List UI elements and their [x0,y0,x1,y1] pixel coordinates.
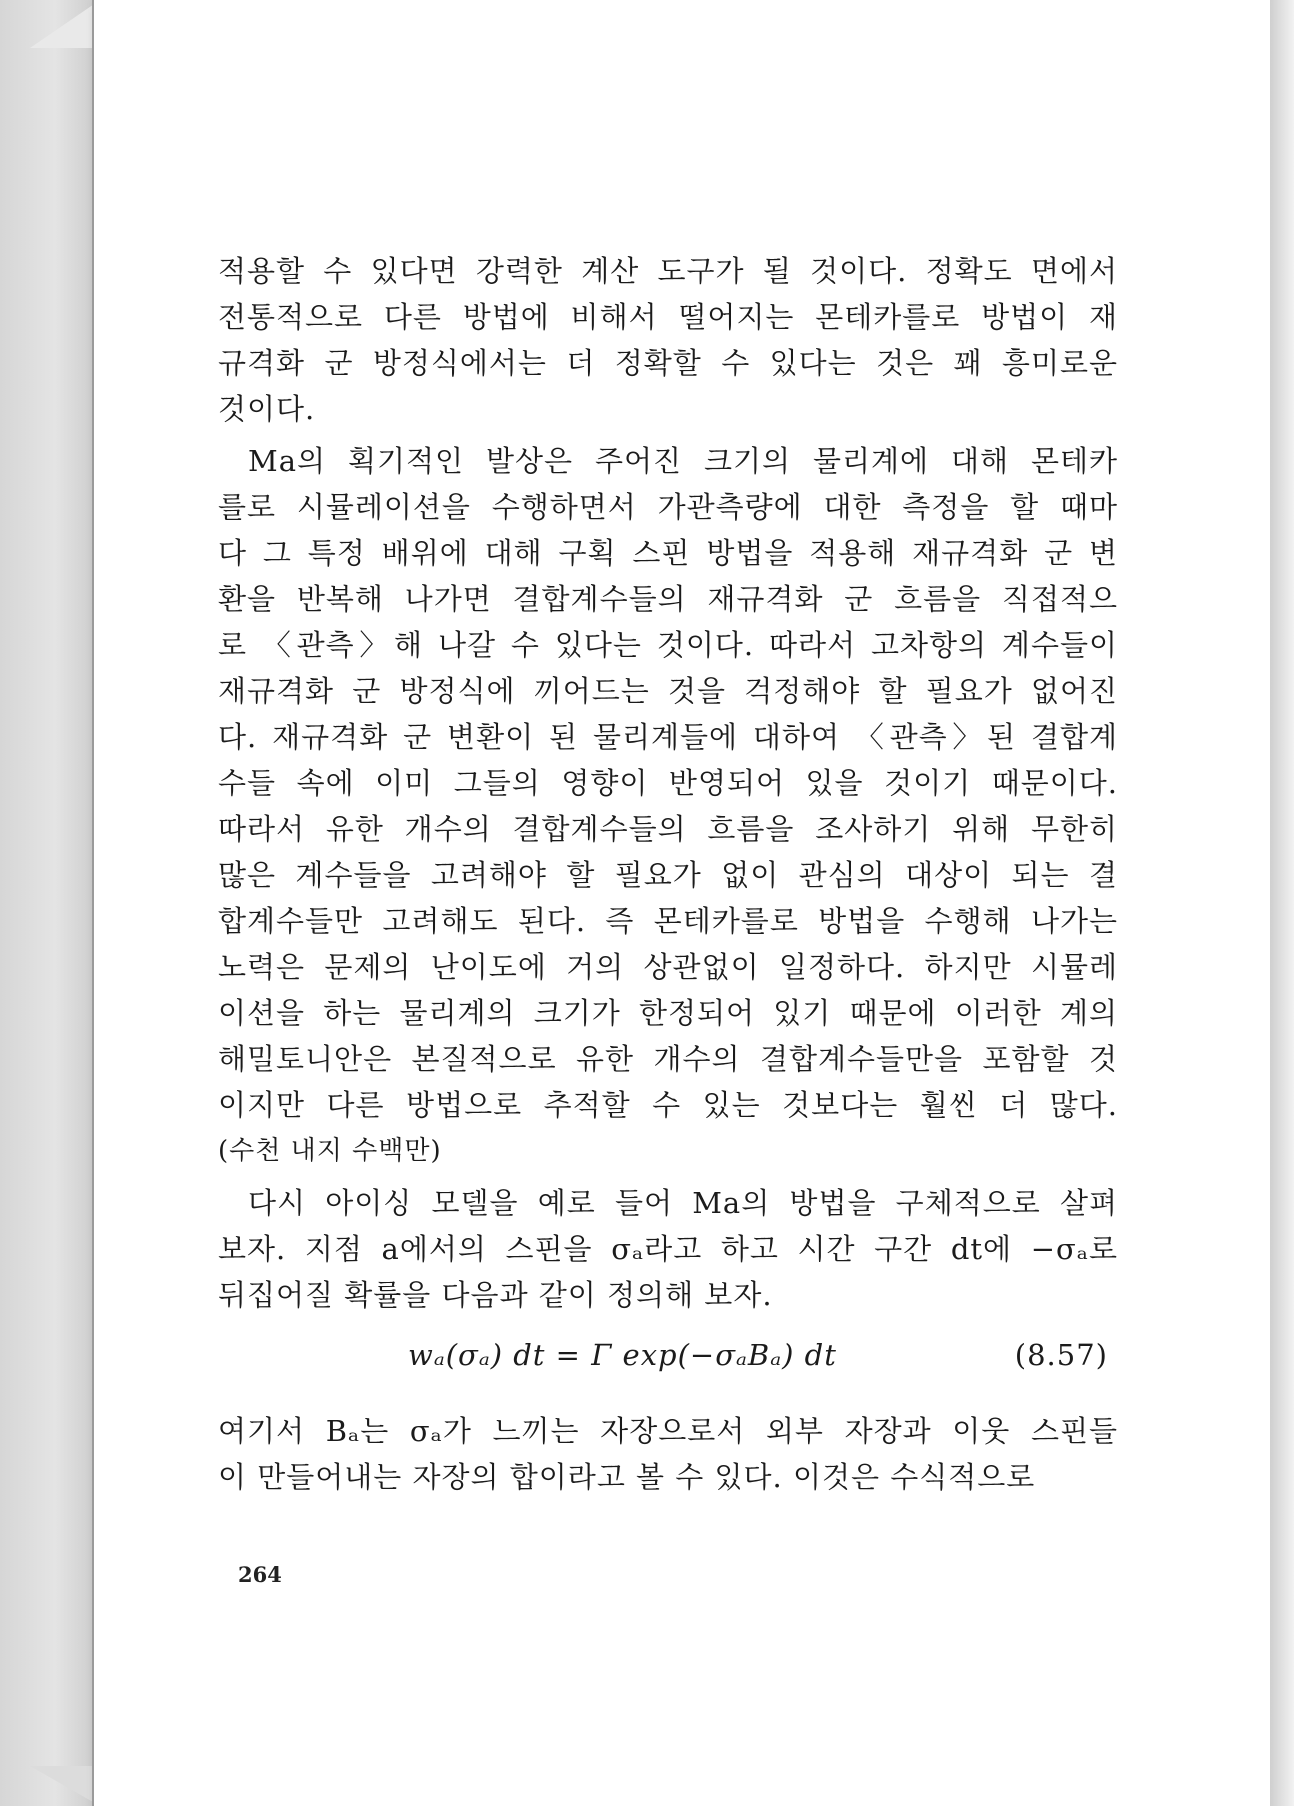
text-line: 적용할 수 있다면 강력한 계산 도구가 될 것이다. 정확도 면에서 [218,254,1118,288]
page-right-edge [1270,0,1294,1806]
text-line: 이 만들어내는 자장의 합이라고 볼 수 있다. 이것은 수식적으로 [218,1460,1036,1494]
text-line: 많은 계수들을 고려해야 할 필요가 없이 관심의 대상이 되는 결 [218,858,1118,892]
text-line: 이지만 다른 방법으로 추적할 수 있는 것보다는 훨씬 더 많다. [218,1088,1118,1122]
text-line: 환을 반복해 나가면 결합계수들의 재규격화 군 흐름을 직접적으 [218,582,1118,616]
text-line: (수천 내지 수백만) [218,1136,442,1166]
text-line: Ma의 획기적인 발상은 주어진 크기의 물리계에 대해 몬테카 [248,444,1118,478]
text-line: 다시 아이싱 모델을 예로 들어 Ma의 방법을 구체적으로 살펴 [248,1186,1118,1220]
text-line: 노력은 문제의 난이도에 거의 상관없이 일정하다. 하지만 시뮬레 [218,950,1118,984]
text-line: 뒤집어질 확률을 다음과 같이 정의해 보자. [218,1278,773,1312]
text-line: 해밀토니안은 본질적으로 유한 개수의 결합계수들만을 포함할 것 [218,1042,1118,1076]
text-line: 재규격화 군 방정식에 끼어드는 것을 걱정해야 할 필요가 없어진 [218,674,1118,708]
text-line: 다. 재규격화 군 변환이 된 물리계들에 대하여 〈관측〉된 결합계 [218,720,1118,754]
equation-expression: wₐ(σₐ) dt = Γ exp(−σₐBₐ) dt [408,1338,837,1372]
text-line: 따라서 유한 개수의 결합계수들의 흐름을 조사하기 위해 무한히 [218,812,1118,846]
page-number: 264 [238,1562,282,1587]
text-line: 합계수들만 고려해도 된다. 즉 몬테카를로 방법을 수행해 나가는 [218,904,1118,938]
text-line: 로 〈관측〉해 나갈 수 있다는 것이다. 따라서 고차항의 계수들이 [218,628,1118,662]
equation-number: (8.57) [1014,1338,1108,1372]
page-body-text [218,248,1118,1500]
text-line: 수들 속에 이미 그들의 영향이 반영되어 있을 것이기 때문이다. [218,766,1118,800]
text-line: 전통적으로 다른 방법에 비해서 떨어지는 몬테카를로 방법이 재 [218,300,1118,334]
text-line: 여기서 Bₐ는 σₐ가 느끼는 자장으로서 외부 자장과 이웃 스핀들 [218,1414,1118,1448]
text-line: 를로 시뮬레이션을 수행하면서 가관측량에 대한 측정을 할 때마 [218,490,1118,524]
text-line: 규격화 군 방정식에서는 더 정확할 수 있다는 것은 꽤 흥미로운 [218,346,1118,380]
text-line: 이션을 하는 물리계의 크기가 한정되어 있기 때문에 이러한 계의 [218,996,1118,1030]
text-line: 다 그 특정 배위에 대해 구획 스핀 방법을 적용해 재규격화 군 변 [218,536,1118,570]
equation-block [218,1326,1118,1386]
text-line: 보자. 지점 a에서의 스핀을 σₐ라고 하고 시간 구간 dt에 −σₐ로 [218,1232,1118,1266]
text-line: 것이다. [218,392,316,426]
book-spine [0,0,92,1806]
